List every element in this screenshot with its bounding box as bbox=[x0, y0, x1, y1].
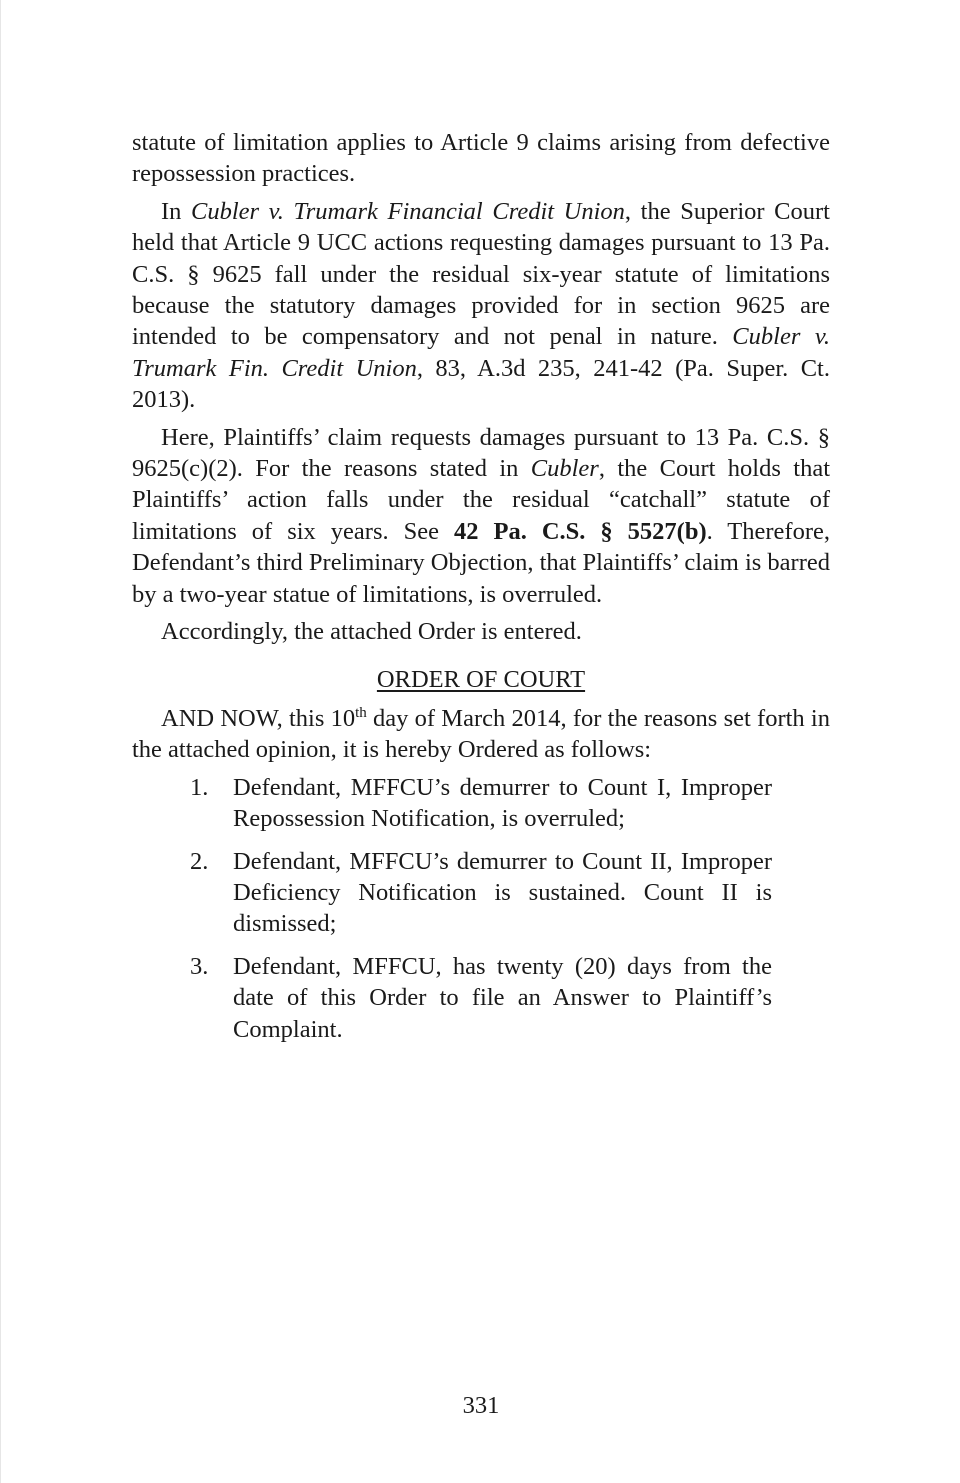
order-heading-text: ORDER OF COURT bbox=[376, 665, 586, 693]
order-item-number: 3. bbox=[190, 952, 209, 980]
paragraph-text: , the Court holds that Plaintiffs’ action falls under the residual “catchall” statute of limitations of six years. See bbox=[132, 455, 831, 545]
order-heading bbox=[132, 664, 830, 695]
order-item-number: 2. bbox=[190, 847, 209, 875]
order-item bbox=[132, 846, 830, 940]
order-item-text: Defendant, MFFCU, has twenty (20) days from the date of this Order to file an Answer to Plaintiff’s Complaint. bbox=[233, 952, 772, 1043]
order-intro-text: day of March 2014, for the reasons set forth in the attached opinion, it is hereby Ordered as follows: bbox=[132, 704, 830, 764]
paragraph-cubler-holding bbox=[132, 196, 830, 416]
order-intro-text: AND NOW, this 10 bbox=[161, 704, 356, 732]
statute-citation: 42 Pa. C.S. § 5527(b) bbox=[454, 517, 707, 545]
ordinal-suffix: th bbox=[355, 704, 367, 721]
paragraph-text: . Therefore, Defendant’s third Preliminary Objection, that Plaintiffs’ claim is barred by a two-year statue of limitations, is overruled. bbox=[132, 517, 830, 608]
order-intro bbox=[132, 703, 830, 766]
order-item bbox=[132, 951, 830, 1045]
paragraph-accordingly: Accordingly, the attached Order is entered. bbox=[161, 618, 582, 646]
paragraph-text: , 83, A.3d 235, 241-42 (Pa. Super. Ct. 2013). bbox=[132, 354, 830, 414]
page-number: 331 bbox=[462, 1392, 500, 1419]
paragraph-statute-limitation: statute of limitation applies to Article 9 claims arising from defective repossession practices. bbox=[132, 129, 830, 188]
case-citation-cubler: Cubler v. Trumark Financial Credit Union bbox=[191, 197, 625, 225]
order-item-number: 1. bbox=[190, 773, 209, 801]
order-item-text: Defendant, MFFCU’s demurrer to Count I, Improper Repossession Notification, is overruled; bbox=[233, 773, 772, 833]
order-item-text: Defendant, MFFCU’s demurrer to Count II, Improper Deficiency Notification is sustained. Count II is dismissed; bbox=[233, 847, 772, 938]
case-citation-cubler-ref: Cubler bbox=[530, 455, 599, 483]
paragraph-text: In bbox=[161, 197, 192, 225]
paragraph-plaintiffs-claim bbox=[132, 422, 830, 610]
order-item bbox=[132, 772, 830, 835]
case-citation-cubler-short: Cubler v. Trumark Fin. Credit Union bbox=[132, 323, 830, 382]
order-list bbox=[132, 772, 830, 1045]
paragraph-text: Here, Plaintiffs’ claim requests damages pursuant to 13 Pa. C.S. § 9625(c)(2). For the reasons stated in bbox=[132, 423, 830, 483]
opinion-text bbox=[132, 127, 830, 1056]
paragraph-text: , the Superior Court held that Article 9 UCC actions requesting damages pursuant to 13 Pa. C.S. § 9625 fall under the residual six-year statute of limitations because the statutory damages provided for in section 9625 are intended to be compensatory and not penal in nature. bbox=[132, 197, 830, 351]
